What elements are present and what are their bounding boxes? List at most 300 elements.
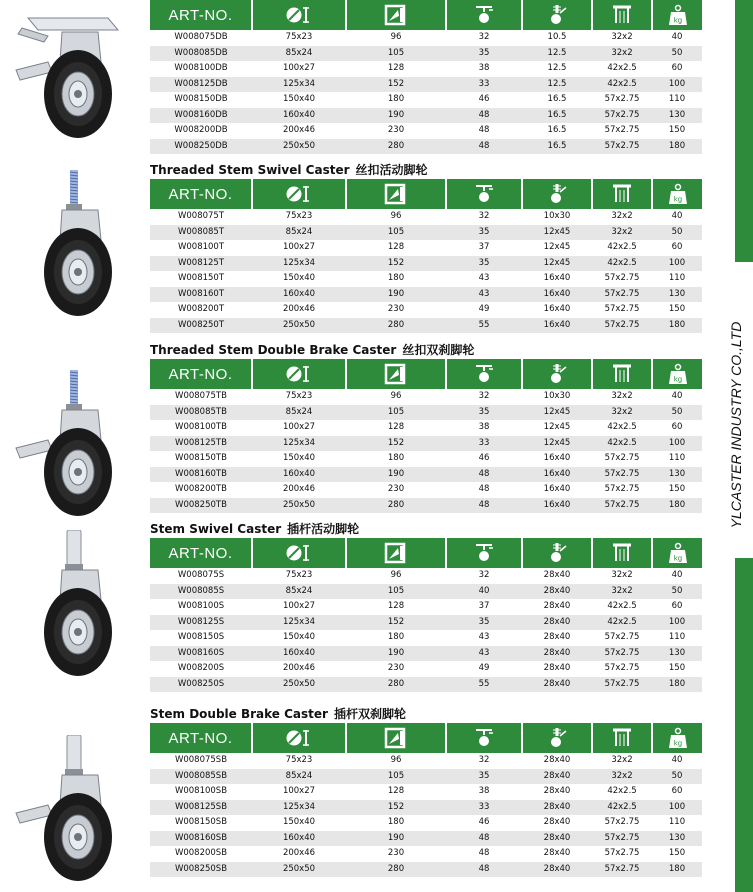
spec-cell: 200x46 bbox=[282, 848, 316, 859]
spec-cell: 10x30 bbox=[543, 211, 571, 222]
header-art-no: ART-NO. bbox=[150, 179, 252, 209]
spec-cell: 180 bbox=[387, 94, 405, 105]
spec-cell: 16x40 bbox=[543, 453, 571, 464]
section-title bbox=[150, 161, 428, 179]
spec-cell: 16x40 bbox=[522, 467, 592, 483]
spec-cell: 128 bbox=[387, 422, 405, 433]
art-no-cell: W008160DB bbox=[150, 108, 252, 124]
spec-cell: 60 bbox=[671, 422, 683, 433]
spec-cell: 152 bbox=[346, 256, 446, 272]
spec-cell: 160x40 bbox=[252, 831, 346, 847]
table-row bbox=[150, 800, 702, 816]
spec-table bbox=[150, 723, 702, 877]
table-row bbox=[150, 661, 702, 677]
table-header-row bbox=[150, 723, 702, 753]
spec-cell: 38 bbox=[478, 63, 490, 74]
spec-cell: 42x2.5 bbox=[607, 242, 637, 253]
spec-cell: 46 bbox=[478, 453, 490, 464]
spec-cell: 125x34 bbox=[252, 615, 346, 631]
spec-cell: 32x2 bbox=[592, 405, 652, 421]
plate-icon bbox=[592, 723, 652, 753]
spec-cell: 40 bbox=[671, 570, 683, 581]
spec-cell: 85x24 bbox=[252, 769, 346, 785]
spec-cell: 150x40 bbox=[282, 273, 316, 284]
spec-cell: 35 bbox=[446, 405, 522, 421]
spec-cell: 10.5 bbox=[547, 32, 567, 43]
spec-cell: 57x2.75 bbox=[592, 646, 652, 662]
wheel-size-icon bbox=[252, 0, 346, 30]
spec-cell: 85x24 bbox=[252, 584, 346, 600]
art-no-cell: W008125T bbox=[150, 256, 252, 272]
table-row bbox=[150, 271, 702, 287]
spec-cell: 10x30 bbox=[543, 391, 571, 402]
spec-cell: 28x40 bbox=[522, 646, 592, 662]
spec-cell: 280 bbox=[346, 139, 446, 155]
wheel-size-icon bbox=[252, 179, 346, 209]
spec-cell: 12x45 bbox=[543, 242, 571, 253]
table-row bbox=[150, 318, 702, 334]
spec-cell: 40 bbox=[671, 32, 683, 43]
table-row bbox=[150, 61, 702, 77]
spec-cell: 125x34 bbox=[252, 256, 346, 272]
section-title-en: Threaded Stem Swivel Caster bbox=[150, 163, 350, 177]
spec-cell: 130 bbox=[652, 467, 702, 483]
spec-cell: 38 bbox=[478, 786, 490, 797]
table-row bbox=[150, 287, 702, 303]
spec-cell: 32 bbox=[478, 211, 490, 222]
spec-cell: 160x40 bbox=[252, 467, 346, 483]
spec-cell: 46 bbox=[478, 94, 490, 105]
spec-cell: 57x2.75 bbox=[604, 848, 640, 859]
spec-cell: 110 bbox=[668, 817, 686, 828]
spec-cell: 200x46 bbox=[282, 125, 316, 136]
spec-cell: 105 bbox=[346, 405, 446, 421]
art-no-cell: W008125SB bbox=[150, 800, 252, 816]
spec-cell: 32 bbox=[478, 32, 490, 43]
spec-cell: 33 bbox=[446, 77, 522, 93]
spec-cell: 35 bbox=[446, 256, 522, 272]
table-header-row bbox=[150, 0, 702, 30]
spec-cell: 40 bbox=[671, 755, 683, 766]
spec-cell: 110 bbox=[668, 453, 686, 464]
spec-cell: 150x40 bbox=[282, 632, 316, 643]
spec-cell: 150x40 bbox=[282, 453, 316, 464]
art-no-cell: W008075S bbox=[177, 570, 225, 581]
table-row bbox=[150, 630, 702, 646]
table-row bbox=[150, 46, 702, 62]
spec-cell: 28x40 bbox=[522, 862, 592, 878]
spec-cell: 125x34 bbox=[252, 77, 346, 93]
spec-cell: 152 bbox=[346, 77, 446, 93]
spec-cell: 250x50 bbox=[252, 498, 346, 514]
art-no-cell: W008150SB bbox=[174, 817, 228, 828]
spec-cell: 152 bbox=[346, 436, 446, 452]
art-no-cell: W008150S bbox=[177, 632, 225, 643]
spec-cell: 130 bbox=[652, 646, 702, 662]
art-no-cell: W008150T bbox=[177, 273, 225, 284]
spec-cell: 180 bbox=[387, 273, 405, 284]
table-row bbox=[150, 498, 702, 514]
section-title bbox=[150, 341, 474, 359]
spec-cell: 28x40 bbox=[543, 632, 571, 643]
spec-cell: 57x2.75 bbox=[604, 125, 640, 136]
spec-cell: 57x2.75 bbox=[604, 632, 640, 643]
caster-image bbox=[8, 735, 148, 889]
spec-cell: 280 bbox=[346, 677, 446, 693]
load-height-icon bbox=[346, 538, 446, 568]
spec-cell: 50 bbox=[652, 769, 702, 785]
load-height-icon bbox=[346, 179, 446, 209]
spec-cell: 128 bbox=[387, 63, 405, 74]
section-title bbox=[150, 520, 359, 538]
spec-cell: 280 bbox=[346, 862, 446, 878]
art-no-cell: W008200SB bbox=[174, 848, 228, 859]
spec-cell: 46 bbox=[478, 817, 490, 828]
spec-cell: 152 bbox=[346, 615, 446, 631]
header-art-no: ART-NO. bbox=[150, 538, 252, 568]
spec-cell: 230 bbox=[387, 663, 405, 674]
spec-cell: 37 bbox=[478, 601, 490, 612]
art-no-cell: W008200S bbox=[177, 663, 225, 674]
spec-cell: 32x2 bbox=[611, 32, 633, 43]
spec-cell: 96 bbox=[390, 32, 402, 43]
spec-cell: 12x45 bbox=[522, 256, 592, 272]
table-row bbox=[150, 302, 702, 318]
spec-cell: 180 bbox=[387, 453, 405, 464]
table-row bbox=[150, 30, 702, 46]
spec-cell: 75x23 bbox=[285, 755, 313, 766]
spec-cell: 200x46 bbox=[282, 304, 316, 315]
spec-cell: 100 bbox=[652, 256, 702, 272]
spec-cell: 32x2 bbox=[592, 584, 652, 600]
spec-cell: 180 bbox=[652, 498, 702, 514]
art-no-cell: W008100T bbox=[177, 242, 225, 253]
table-row bbox=[150, 92, 702, 108]
table-row bbox=[150, 846, 702, 862]
spec-cell: 110 bbox=[668, 632, 686, 643]
wheel-size-icon bbox=[252, 538, 346, 568]
spec-cell: 32x2 bbox=[611, 211, 633, 222]
spec-cell: 100x27 bbox=[282, 63, 316, 74]
art-no-cell: W008160TB bbox=[150, 467, 252, 483]
spec-cell: 57x2.75 bbox=[592, 862, 652, 878]
spec-cell: 57x2.75 bbox=[592, 498, 652, 514]
art-no-cell: W008160S bbox=[150, 646, 252, 662]
section-title-en: Threaded Stem Double Brake Caster bbox=[150, 343, 397, 357]
spec-cell: 16x40 bbox=[543, 304, 571, 315]
spec-cell: 35 bbox=[446, 225, 522, 241]
table-row bbox=[150, 209, 702, 225]
section-title-cn: 插杆双刹脚轮 bbox=[333, 707, 406, 721]
table-row bbox=[150, 123, 702, 139]
weight-kg-icon bbox=[652, 538, 702, 568]
table-row bbox=[150, 108, 702, 124]
spec-cell: 130 bbox=[652, 831, 702, 847]
art-no-cell: W008250TB bbox=[150, 498, 252, 514]
table-header-row bbox=[150, 179, 702, 209]
spec-cell: 60 bbox=[671, 242, 683, 253]
table-row bbox=[150, 862, 702, 878]
table-row bbox=[150, 389, 702, 405]
spec-cell: 35 bbox=[446, 615, 522, 631]
spec-cell: 28x40 bbox=[522, 769, 592, 785]
art-no-cell: W008250DB bbox=[150, 139, 252, 155]
spec-cell: 230 bbox=[387, 484, 405, 495]
spec-cell: 12.5 bbox=[522, 46, 592, 62]
spec-cell: 96 bbox=[390, 211, 402, 222]
weight-kg-icon bbox=[652, 179, 702, 209]
art-no-cell: W008150TB bbox=[175, 453, 227, 464]
table-row bbox=[150, 753, 702, 769]
spec-cell: 57x2.75 bbox=[592, 287, 652, 303]
spec-cell: 42x2.5 bbox=[592, 77, 652, 93]
spec-cell: 280 bbox=[346, 318, 446, 334]
spec-cell: 48 bbox=[446, 498, 522, 514]
spec-cell: 50 bbox=[652, 225, 702, 241]
spec-cell: 57x2.75 bbox=[604, 484, 640, 495]
spec-cell: 85x24 bbox=[252, 225, 346, 241]
spec-cell: 100 bbox=[652, 800, 702, 816]
spec-cell: 57x2.75 bbox=[592, 108, 652, 124]
load-height-icon bbox=[346, 359, 446, 389]
spec-cell: 12x45 bbox=[522, 436, 592, 452]
spec-cell: 110 bbox=[668, 273, 686, 284]
spec-cell: 49 bbox=[478, 304, 490, 315]
plate-icon bbox=[592, 179, 652, 209]
art-no-cell: W008150DB bbox=[174, 94, 228, 105]
table-row bbox=[150, 568, 702, 584]
spec-cell: 190 bbox=[346, 646, 446, 662]
spec-cell: 28x40 bbox=[522, 831, 592, 847]
spec-cell: 42x2.5 bbox=[607, 63, 637, 74]
art-no-cell: W008125DB bbox=[150, 77, 252, 93]
table-row bbox=[150, 769, 702, 785]
spec-cell: 42x2.5 bbox=[607, 601, 637, 612]
spec-cell: 100x27 bbox=[282, 242, 316, 253]
spec-cell: 28x40 bbox=[522, 615, 592, 631]
spec-cell: 28x40 bbox=[543, 570, 571, 581]
art-no-cell: W008200DB bbox=[174, 125, 228, 136]
spec-cell: 12.5 bbox=[522, 77, 592, 93]
spec-cell: 250x50 bbox=[252, 862, 346, 878]
spec-cell: 57x2.75 bbox=[592, 318, 652, 334]
spec-cell: 32x2 bbox=[611, 755, 633, 766]
spec-cell: 48 bbox=[446, 108, 522, 124]
art-no-cell: W008100S bbox=[177, 601, 225, 612]
spec-cell: 16x40 bbox=[522, 498, 592, 514]
table-row bbox=[150, 420, 702, 436]
spec-cell: 28x40 bbox=[543, 786, 571, 797]
spec-cell: 49 bbox=[478, 663, 490, 674]
spec-cell: 57x2.75 bbox=[604, 453, 640, 464]
art-no-cell: W008125TB bbox=[150, 436, 252, 452]
spec-table bbox=[150, 179, 702, 333]
spec-cell: 110 bbox=[668, 94, 686, 105]
spec-cell: 12x45 bbox=[522, 405, 592, 421]
company-name: YLCASTER INDUSTRY CO.,LTD bbox=[728, 321, 744, 529]
spec-cell: 150 bbox=[668, 125, 686, 136]
spec-table bbox=[150, 0, 702, 154]
spec-cell: 160x40 bbox=[252, 108, 346, 124]
section-title-en: Stem Swivel Caster bbox=[150, 522, 282, 536]
art-no-cell: W008085SB bbox=[150, 769, 252, 785]
spec-table bbox=[150, 538, 702, 692]
table-row bbox=[150, 467, 702, 483]
spec-cell: 40 bbox=[671, 211, 683, 222]
spec-cell: 43 bbox=[446, 646, 522, 662]
header-art-no: ART-NO. bbox=[150, 723, 252, 753]
side-accent-bar-top bbox=[735, 0, 753, 262]
spec-cell: 190 bbox=[346, 108, 446, 124]
spec-cell: 180 bbox=[652, 862, 702, 878]
wheel-size-icon bbox=[252, 723, 346, 753]
spec-cell: 57x2.75 bbox=[604, 304, 640, 315]
spec-cell: 37 bbox=[478, 242, 490, 253]
spec-cell: 32 bbox=[478, 391, 490, 402]
table-header-row bbox=[150, 359, 702, 389]
art-no-cell: W008125S bbox=[150, 615, 252, 631]
spec-cell: 50 bbox=[652, 46, 702, 62]
load-height-icon bbox=[346, 0, 446, 30]
table-row bbox=[150, 451, 702, 467]
spec-cell: 230 bbox=[387, 848, 405, 859]
svg-text:kg: kg bbox=[673, 375, 682, 384]
spec-cell: 180 bbox=[387, 817, 405, 828]
art-no-cell: W008100DB bbox=[174, 63, 228, 74]
spec-cell: 42x2.5 bbox=[592, 436, 652, 452]
art-no-cell: W008250SB bbox=[150, 862, 252, 878]
spec-cell: 57x2.75 bbox=[604, 94, 640, 105]
spec-cell: 190 bbox=[346, 287, 446, 303]
offset-icon bbox=[446, 179, 522, 209]
spec-cell: 16x40 bbox=[543, 273, 571, 284]
spec-cell: 150 bbox=[668, 663, 686, 674]
art-no-cell: W008085S bbox=[150, 584, 252, 600]
spec-cell: 48 bbox=[478, 484, 490, 495]
spec-cell: 42x2.5 bbox=[592, 256, 652, 272]
spec-cell: 75x23 bbox=[285, 570, 313, 581]
spec-cell: 16.5 bbox=[547, 125, 567, 136]
spec-cell: 43 bbox=[446, 287, 522, 303]
spec-cell: 130 bbox=[652, 287, 702, 303]
spec-cell: 28x40 bbox=[522, 584, 592, 600]
spec-cell: 48 bbox=[478, 125, 490, 136]
table-row bbox=[150, 815, 702, 831]
svg-text:kg: kg bbox=[673, 554, 682, 563]
art-no-cell: W008085DB bbox=[150, 46, 252, 62]
offset-icon bbox=[446, 0, 522, 30]
spec-cell: 48 bbox=[446, 862, 522, 878]
spec-cell: 42x2.5 bbox=[607, 786, 637, 797]
spec-cell: 38 bbox=[478, 422, 490, 433]
spec-cell: 230 bbox=[387, 125, 405, 136]
stem-size-icon bbox=[522, 723, 592, 753]
spec-cell: 280 bbox=[346, 498, 446, 514]
stem-size-icon bbox=[522, 0, 592, 30]
spec-cell: 128 bbox=[387, 601, 405, 612]
section-title-en: Stem Double Brake Caster bbox=[150, 707, 328, 721]
spec-cell: 40 bbox=[671, 391, 683, 402]
spec-cell: 150 bbox=[668, 304, 686, 315]
side-accent-bar-bottom bbox=[735, 558, 753, 892]
spec-cell: 33 bbox=[446, 436, 522, 452]
table-row bbox=[150, 677, 702, 693]
spec-cell: 50 bbox=[652, 584, 702, 600]
stem-size-icon bbox=[522, 359, 592, 389]
weight-kg-icon bbox=[652, 0, 702, 30]
spec-cell: 75x23 bbox=[285, 391, 313, 402]
spec-cell: 100x27 bbox=[282, 601, 316, 612]
spec-cell: 57x2.75 bbox=[604, 817, 640, 828]
svg-text:kg: kg bbox=[673, 195, 682, 204]
spec-cell: 60 bbox=[671, 786, 683, 797]
spec-cell: 32 bbox=[478, 570, 490, 581]
spec-cell: 150 bbox=[668, 484, 686, 495]
art-no-cell: W008250S bbox=[150, 677, 252, 693]
load-height-icon bbox=[346, 723, 446, 753]
spec-cell: 200x46 bbox=[282, 663, 316, 674]
spec-cell: 96 bbox=[390, 391, 402, 402]
spec-cell: 42x2.5 bbox=[592, 615, 652, 631]
spec-cell: 32x2 bbox=[611, 391, 633, 402]
spec-cell: 250x50 bbox=[252, 139, 346, 155]
weight-kg-icon bbox=[652, 723, 702, 753]
stem-size-icon bbox=[522, 179, 592, 209]
spec-cell: 180 bbox=[652, 318, 702, 334]
caster-image bbox=[8, 8, 148, 162]
spec-cell: 180 bbox=[652, 139, 702, 155]
plate-icon bbox=[592, 538, 652, 568]
spec-cell: 160x40 bbox=[252, 287, 346, 303]
spec-cell: 16.5 bbox=[522, 108, 592, 124]
spec-cell: 16.5 bbox=[547, 94, 567, 105]
spec-cell: 105 bbox=[346, 769, 446, 785]
art-no-cell: W008085TB bbox=[150, 405, 252, 421]
table-row bbox=[150, 436, 702, 452]
spec-cell: 16x40 bbox=[522, 318, 592, 334]
table-row bbox=[150, 482, 702, 498]
spec-cell: 16x40 bbox=[522, 287, 592, 303]
table-row bbox=[150, 225, 702, 241]
spec-cell: 250x50 bbox=[252, 677, 346, 693]
spec-cell: 12.5 bbox=[547, 63, 567, 74]
spec-cell: 50 bbox=[652, 405, 702, 421]
spec-cell: 28x40 bbox=[543, 755, 571, 766]
spec-cell: 33 bbox=[446, 800, 522, 816]
spec-cell: 40 bbox=[446, 584, 522, 600]
offset-icon bbox=[446, 359, 522, 389]
art-no-cell: W008100SB bbox=[174, 786, 228, 797]
art-no-cell: W008100TB bbox=[175, 422, 227, 433]
art-no-cell: W008075T bbox=[177, 211, 225, 222]
section-title-cn: 丝扣活动脚轮 bbox=[355, 163, 428, 177]
spec-cell: 28x40 bbox=[543, 663, 571, 674]
plate-icon bbox=[592, 0, 652, 30]
caster-image bbox=[8, 370, 148, 524]
table-row bbox=[150, 599, 702, 615]
table-row bbox=[150, 615, 702, 631]
spec-cell: 96 bbox=[390, 570, 402, 581]
spec-cell: 57x2.75 bbox=[604, 663, 640, 674]
art-no-cell: W008075DB bbox=[174, 32, 228, 43]
spec-cell: 75x23 bbox=[285, 32, 313, 43]
spec-cell: 152 bbox=[346, 800, 446, 816]
spec-cell: 32 bbox=[478, 755, 490, 766]
svg-text:kg: kg bbox=[673, 16, 682, 25]
spec-cell: 190 bbox=[346, 831, 446, 847]
spec-cell: 180 bbox=[652, 677, 702, 693]
spec-cell: 48 bbox=[446, 831, 522, 847]
